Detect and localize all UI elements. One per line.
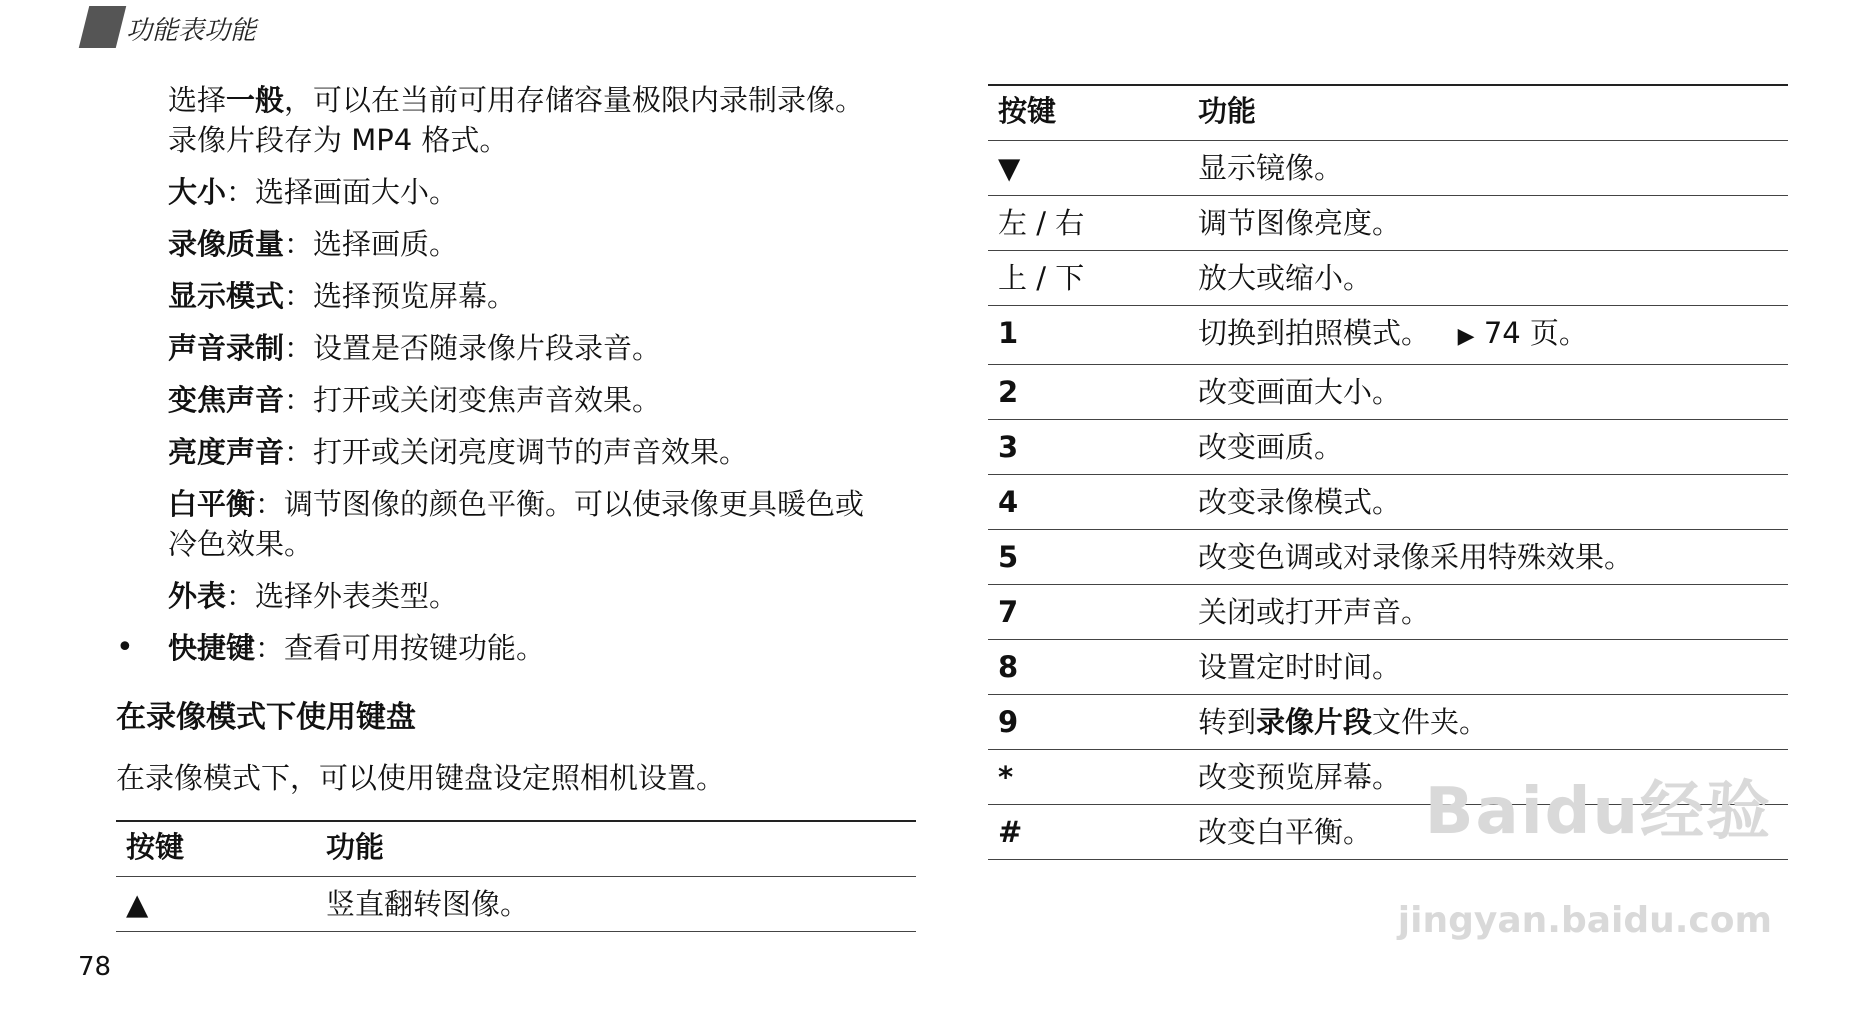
bullet-icon: • <box>116 630 134 665</box>
func-cell: 显示镜像。 <box>1188 141 1788 196</box>
table-row <box>988 306 1788 365</box>
key-cell: # <box>988 805 1188 860</box>
option-quality: 录像质量：选择画质。 <box>168 227 459 261</box>
key-cell: 上 / 下 <box>988 251 1188 306</box>
key-cell: 3 <box>988 420 1188 475</box>
table-row <box>988 420 1788 475</box>
section-intro: 在录像模式下，可以使用键盘设定照相机设置。 <box>116 761 726 795</box>
key-cell: 8 <box>988 640 1188 695</box>
col-func-header: 功能 <box>1188 85 1788 141</box>
key-cell: * <box>988 750 1188 805</box>
key-cell: 7 <box>988 585 1188 640</box>
table-row <box>988 530 1788 585</box>
header-accent-bar <box>79 6 126 48</box>
func-cell: 改变预览屏幕。 <box>1188 750 1788 805</box>
key-cell: 4 <box>988 475 1188 530</box>
func-cell: 切换到拍照模式。 ▶ 74 页。 <box>1188 306 1788 365</box>
page-ref: 74 页。 <box>1483 316 1588 350</box>
watermark-url: jingyan.baidu.com <box>1397 900 1772 941</box>
table-header-row <box>116 821 916 877</box>
option-display-mode: 显示模式：选择预览屏幕。 <box>168 279 517 313</box>
option-audio-record: 声音录制：设置是否随录像片段录音。 <box>168 331 662 365</box>
page-ref-arrow-icon: ▶ <box>1457 324 1475 349</box>
func-cell: 改变白平衡。 <box>1188 805 1788 860</box>
shortcut-text: 快捷键：查看可用按键功能。 <box>168 631 546 665</box>
col-func-header: 功能 <box>316 821 916 877</box>
func-cell: 调节图像亮度。 <box>1188 196 1788 251</box>
table-row <box>988 196 1788 251</box>
option-size: 大小：选择画面大小。 <box>168 175 459 209</box>
key-cell: 1 <box>988 306 1188 365</box>
key-cell: ▼ <box>988 141 1188 196</box>
table-row <box>988 475 1788 530</box>
func-cell: 改变画面大小。 <box>1188 365 1788 420</box>
func-cell: 转到录像片段文件夹。 <box>1188 695 1788 750</box>
col-key-header: 按键 <box>116 821 316 877</box>
page-number: 78 <box>78 952 112 982</box>
option-zoom-sound: 变焦声音：打开或关闭变焦声音效果。 <box>168 383 662 417</box>
general-paragraph: 选择一般，可以在当前可用存储容量极限内录制录像。 <box>168 83 865 117</box>
left-column <box>116 80 916 932</box>
right-key-table <box>988 84 1788 860</box>
func-cell: 放大或缩小。 <box>1188 251 1788 306</box>
key-cell: 左 / 右 <box>988 196 1188 251</box>
table-row <box>988 251 1788 306</box>
table-row <box>988 695 1788 750</box>
table-header-row <box>988 85 1788 141</box>
running-header: 功能表功能 <box>126 16 257 46</box>
key-cell: 5 <box>988 530 1188 585</box>
table-row <box>116 877 916 932</box>
table-row <box>988 141 1788 196</box>
func-cell: 改变录像模式。 <box>1188 475 1788 530</box>
shortcut-bullet <box>116 628 916 668</box>
table-row <box>988 585 1788 640</box>
func-cell: 竖直翻转图像。 <box>316 877 916 932</box>
option-skin: 外表：选择外表类型。 <box>168 579 459 613</box>
table-row <box>988 640 1788 695</box>
option-white-balance: 白平衡：调节图像的颜色平衡。可以使录像更具暖色或 <box>168 487 865 521</box>
key-cell: 9 <box>988 695 1188 750</box>
option-white-balance-cont: 冷色效果。 <box>168 527 314 561</box>
section-title: 在录像模式下使用键盘 <box>116 700 416 735</box>
col-key-header: 按键 <box>988 85 1188 141</box>
func-cell: 改变画质。 <box>1188 420 1788 475</box>
option-brightness-sound: 亮度声音：打开或关闭亮度调节的声音效果。 <box>168 435 749 469</box>
watermark-logo: Baidu经验 <box>1424 775 1772 849</box>
func-cell: 设置定时时间。 <box>1188 640 1788 695</box>
func-cell: 关闭或打开声音。 <box>1188 585 1788 640</box>
key-cell: 2 <box>988 365 1188 420</box>
left-key-table <box>116 820 916 932</box>
format-paragraph: 录像片段存为 MP4 格式。 <box>168 123 509 157</box>
table-row <box>988 365 1788 420</box>
key-cell: ▲ <box>116 877 316 932</box>
func-cell: 改变色调或对录像采用特殊效果。 <box>1188 530 1788 585</box>
